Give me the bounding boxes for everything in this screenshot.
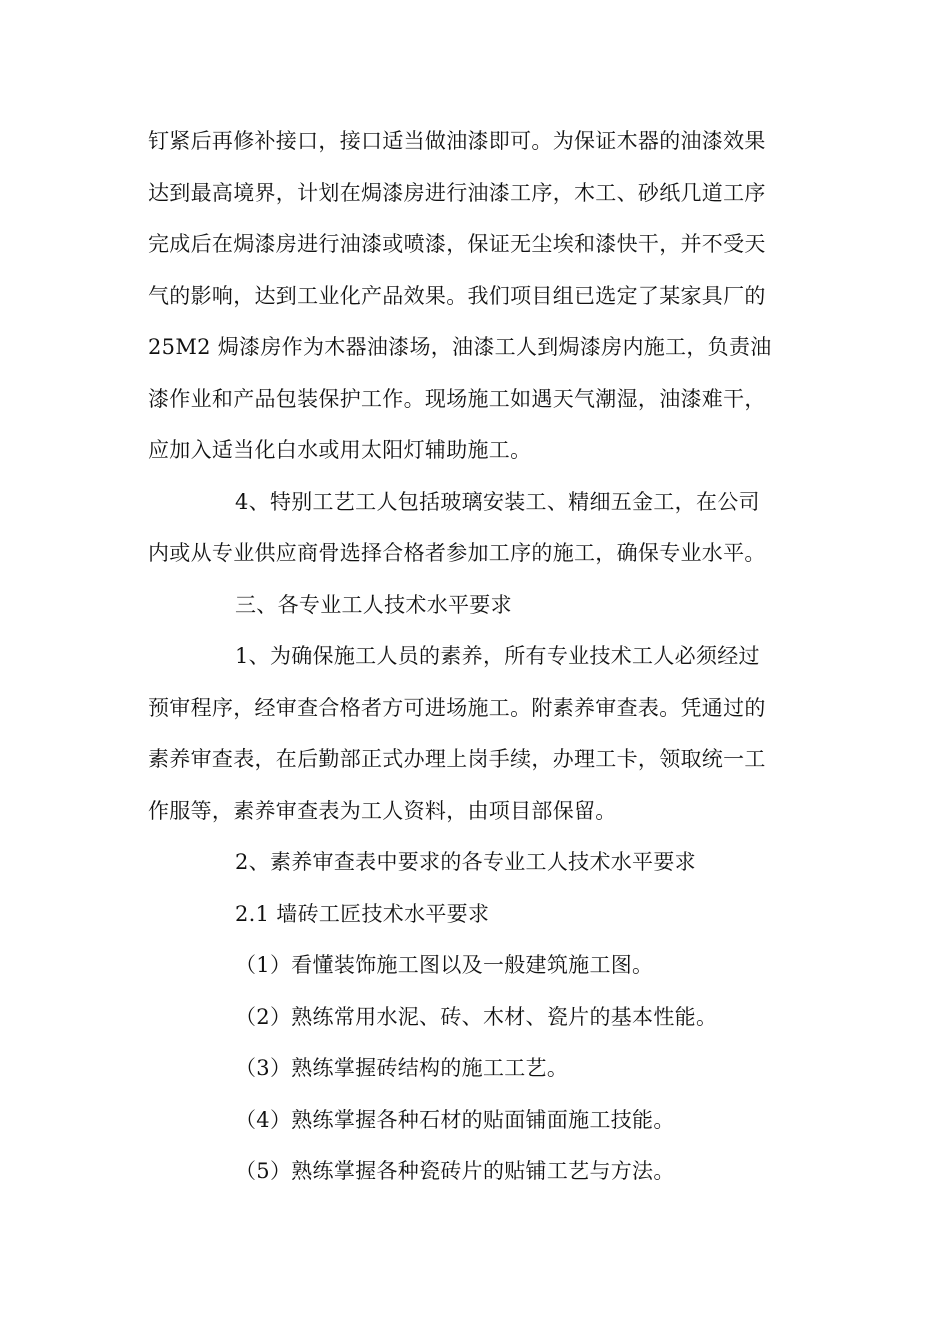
list-item: （2）熟练常用水泥、砖、木材、瓷片的基本性能。 (235, 1004, 718, 1029)
text-line: 应加入适当化白水或用太阳灯辅助施工。 (148, 438, 532, 462)
text-line: 作服等，素养审查表为工人资料，由项目部保留。 (148, 798, 617, 823)
text-line: 气的影响，达到工业化产品效果。我们项目组已选定了某家具厂的 (148, 283, 766, 308)
document-body (148, 116, 802, 1198)
list-item-4 (148, 1095, 802, 1147)
text-line: 4、特别工艺工人包括玻璃安装工、精细五金工，在公司 (235, 489, 760, 514)
text-line: 预审程序，经审查合格者方可进场施工。附素养审查表。凭通过的 (148, 695, 766, 720)
paragraph-lacquer-process (148, 116, 802, 477)
list-item: （3）熟练掌握砖结构的施工工艺。 (235, 1056, 569, 1080)
list-item: （4）熟练掌握各种石材的贴面铺面施工技能。 (235, 1107, 675, 1132)
paragraph-requirements-intro (148, 837, 802, 889)
text-line: 内或从专业供应商骨选择合格者参加工序的施工，确保专业水平。 (148, 541, 766, 565)
list-item-5 (148, 1146, 802, 1198)
text-line: 1、为确保施工人员的素养，所有专业技术工人必须经过 (235, 644, 760, 668)
section-heading: 三、各专业工人技术水平要求 (235, 592, 512, 617)
text-line: 漆作业和产品包装保护工作。现场施工如遇天气潮湿，油漆难干， (148, 386, 766, 411)
text-line: 完成后在焗漆房进行油漆或喷漆，保证无尘埃和漆快干，并不受天 (148, 232, 766, 256)
list-item-1 (148, 940, 802, 992)
paragraph-special-workers (148, 477, 802, 580)
subheading: 2.1 墙砖工匠技术水平要求 (235, 901, 490, 926)
text-line: 达到最高境界，计划在焗漆房进行油漆工序，木工、砂纸几道工序 (148, 180, 766, 205)
text-line: 25M2 焗漆房作为木器油漆场，油漆工人到焗漆房内施工，负责油 (148, 335, 772, 359)
paragraph-screening (148, 631, 802, 837)
list-item-2 (148, 992, 802, 1044)
list-item-3 (148, 1043, 802, 1095)
list-item: （5）熟练掌握各种瓷砖片的贴铺工艺与方法。 (235, 1159, 675, 1183)
section-heading-skill-requirements (148, 580, 802, 632)
subheading-tile-craftsman (148, 889, 802, 941)
text-line: 钉紧后再修补接口，接口适当做油漆即可。为保证木器的油漆效果 (148, 129, 766, 153)
text-line: 2、素养审查表中要求的各专业工人技术水平要求 (235, 850, 696, 874)
list-item: （1）看懂装饰施工图以及一般建筑施工图。 (235, 953, 654, 977)
text-line: 素养审查表，在后勤部正式办理上岗手续，办理工卡，领取统一工 (148, 747, 766, 771)
